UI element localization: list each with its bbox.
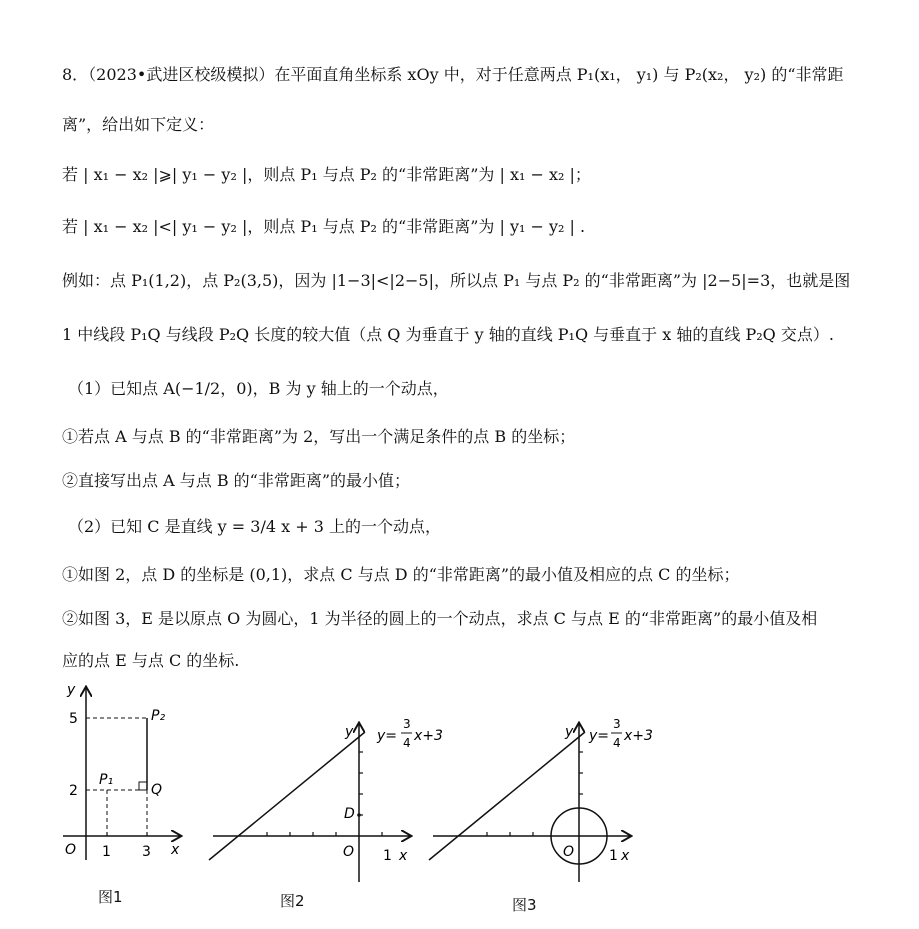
part2-q2-line-2: 应的点 E 与点 C 的坐标. — [62, 651, 240, 670]
problem-line-2: 离”，给出如下定义： — [62, 115, 215, 134]
fig1-label-p2: P₂ — [151, 708, 166, 724]
problem-line-1: 8．（2023•武进区校级模拟）在平面直角坐标系 xOy 中，对于任意两点 P₁(x₁， y₁) 与 P₂(x₂， y₂) 的“非常距 — [62, 65, 844, 84]
part2-intro: （2）已知 C 是直线 y = 3/4 x + 3 上的一个动点， — [68, 517, 442, 536]
fig2-eq-suffix: x+3 — [414, 728, 443, 744]
figure-3 — [425, 710, 670, 890]
part1-intro: （1）已知点 A(−1/2，0)，B 为 y 轴上的一个动点， — [68, 379, 449, 398]
fig3-label-y: y — [565, 724, 574, 740]
fig2-label-origin: O — [343, 844, 355, 860]
part2-q1: ①如图 2，点 D 的坐标是 (0,1)，求点 C 与点 D 的“非常距离”的最小值及相应的点 C 的坐标； — [62, 565, 740, 584]
fig1-tick-2: 2 — [69, 783, 78, 799]
figure-2-caption: 图2 — [280, 892, 305, 910]
example-line-2: 1 中线段 P₁Q 与线段 P₂Q 长度的较大值（点 Q 为垂直于 y 轴的直线 P₁Q 与垂直于 x 轴的直线 P₂Q 交点）. — [62, 325, 834, 344]
fig2-point-d — [357, 813, 361, 817]
fig1-label-origin: O — [65, 842, 77, 858]
fig1-tick-1: 1 — [102, 844, 111, 860]
part1-q1: ①若点 A 与点 B 的“非常距离”为 2，写出一个满足条件的点 B 的坐标； — [62, 427, 576, 446]
fig3-eq-suffix: x+3 — [624, 728, 653, 744]
fig3-label-origin: O — [563, 844, 575, 860]
definition-line-1: 若 | x₁ − x₂ |⩾| y₁ − y₂ |，则点 P₁ 与点 P₂ 的“非常距离”为 | x₁ − x₂ |； — [62, 165, 591, 184]
figure-1-caption: 图1 — [98, 888, 123, 906]
fig3-eq-numerator: 3 — [613, 717, 621, 731]
fig3-eq-prefix: y= — [589, 728, 610, 744]
fig2-eq-denominator: 4 — [403, 736, 411, 750]
fig2-eq-prefix: y= — [377, 728, 398, 744]
fig1-tick-3: 3 — [142, 844, 151, 860]
figure-2 — [205, 710, 450, 890]
fig3-label-x: x — [621, 848, 630, 864]
definition-line-2: 若 | x₁ − x₂ |<| y₁ − y₂ |，则点 P₁ 与点 P₂ 的“非常距离”为 | y₁ − y₂ | . — [62, 217, 586, 236]
fig2-eq-numerator: 3 — [403, 717, 411, 731]
fig2-label-x: x — [399, 848, 408, 864]
fig3-eq-denominator: 4 — [613, 736, 621, 750]
fig2-tick-1: 1 — [383, 848, 392, 864]
fig1-tick-5: 5 — [69, 711, 78, 727]
example-line-1: 例如：点 P₁(1,2)，点 P₂(3,5)，因为 |1−3|<|2−5|，所以点 P₁ 与点 P₂ 的“非常距离”为 |2−5|=3，也就是图 — [62, 271, 851, 290]
part1-q2: ②直接写出点 A 与点 B 的“非常距离”的最小值； — [62, 471, 411, 490]
fig1-label-p1: P₁ — [99, 772, 114, 788]
figure-1 — [55, 680, 195, 880]
fig3-tick-1: 1 — [609, 848, 618, 864]
fig1-label-q: Q — [151, 782, 163, 798]
fig1-label-y: y — [67, 682, 76, 698]
fig2-label-d: D — [344, 806, 355, 822]
fig3-line — [429, 732, 585, 860]
fig2-label-y: y — [345, 724, 354, 740]
part2-q2-line-1: ②如图 3，E 是以原点 O 为圆心，1 为半径的圆上的一个动点，求点 C 与点 E 的“非常距离”的最小值及相 — [62, 609, 818, 628]
figure-3-caption: 图3 — [512, 896, 537, 914]
fig1-label-x: x — [171, 842, 180, 858]
fig2-line — [209, 732, 365, 860]
